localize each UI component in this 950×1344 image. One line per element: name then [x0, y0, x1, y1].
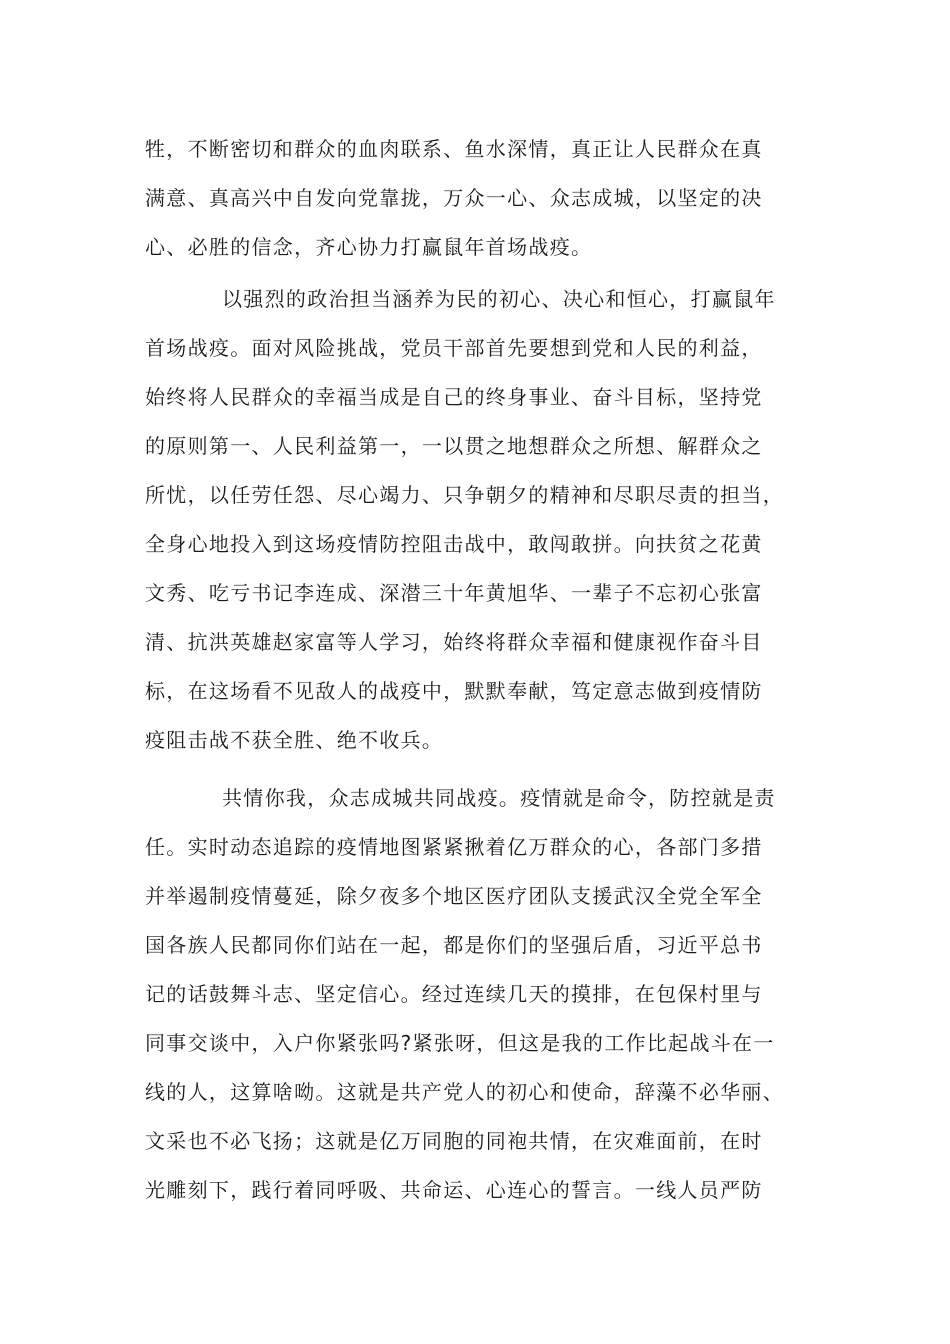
paragraph-line: 共情你我，众志成城共同战疫。疫情就是命令，防控就是责	[222, 786, 776, 810]
paragraph-line: 全身心地投入到这场疫情防控阻击战中，敢闯敢拼。向扶贫之花黄	[145, 532, 763, 556]
paragraph-line: 任。实时动态追踪的疫情地图紧紧揪着亿万群众的心，各部门多措	[145, 835, 763, 859]
paragraph-line: 首场战疫。面对风险挑战，党员干部首先要想到党和人民的利益，	[145, 336, 763, 360]
paragraph-line: 以强烈的政治担当涵养为民的初心、决心和恒心，打赢鼠年	[222, 287, 776, 311]
paragraph-line: 始终将人民群众的幸福当成是自己的终身事业、奋斗目标，坚持党	[145, 385, 763, 409]
paragraph-line: 标，在这场看不见敌人的战疫中，默默奉献，笃定意志做到疫情防	[145, 679, 763, 703]
paragraph-line: 牲，不断密切和群众的血肉联系、鱼水深情，真正让人民群众在真	[145, 137, 763, 161]
paragraph-1	[145, 125, 805, 272]
paragraph-line: 光雕刻下，践行着同呼吸、共命运、心连心的誓言。一线人员严防	[145, 1178, 763, 1202]
paragraph-line: 国各族人民都同你们站在一起，都是你们的坚强后盾，习近平总书	[145, 933, 763, 957]
paragraph-line: 记的话鼓舞斗志、坚定信心。经过连续几天的摸排，在包保村里与	[145, 982, 763, 1006]
paragraph-2	[145, 275, 805, 765]
paragraph-line: 并举遏制疫情蔓延，除夕夜多个地区医疗团队支援武汉全党全军全	[145, 884, 763, 908]
paragraph-line: 满意、真高兴中自发向党靠拢，万众一心、众志成城，以坚定的决	[145, 186, 763, 210]
paragraph-line: 线的人，这算啥呦。这就是共产党人的初心和使命，辞藻不必华丽、	[145, 1080, 784, 1104]
paragraph-line: 所忧，以任劳任怨、尽心竭力、只争朝夕的精神和尽职尽责的担当，	[145, 483, 784, 507]
paragraph-line: 文秀、吃亏书记李连成、深潜三十年黄旭华、一辈子不忘初心张富	[145, 581, 763, 605]
paragraph-line: 疫阻击战不获全胜、绝不收兵。	[145, 728, 444, 752]
paragraph-line: 清、抗洪英雄赵家富等人学习，始终将群众幸福和健康视作奋斗目	[145, 630, 763, 654]
paragraph-line: 的原则第一、人民利益第一，一以贯之地想群众之所想、解群众之	[145, 434, 763, 458]
paragraph-line: 心、必胜的信念，齐心协力打赢鼠年首场战疫。	[145, 235, 593, 259]
paragraph-line: 文采也不必飞扬；这就是亿万同胞的同袍共情，在灾难面前，在时	[145, 1129, 763, 1153]
paragraph-line: 同事交谈中，入户你紧张吗?紧张呀，但这是我的工作比起战斗在一	[145, 1031, 775, 1055]
paragraph-3	[145, 774, 805, 1215]
